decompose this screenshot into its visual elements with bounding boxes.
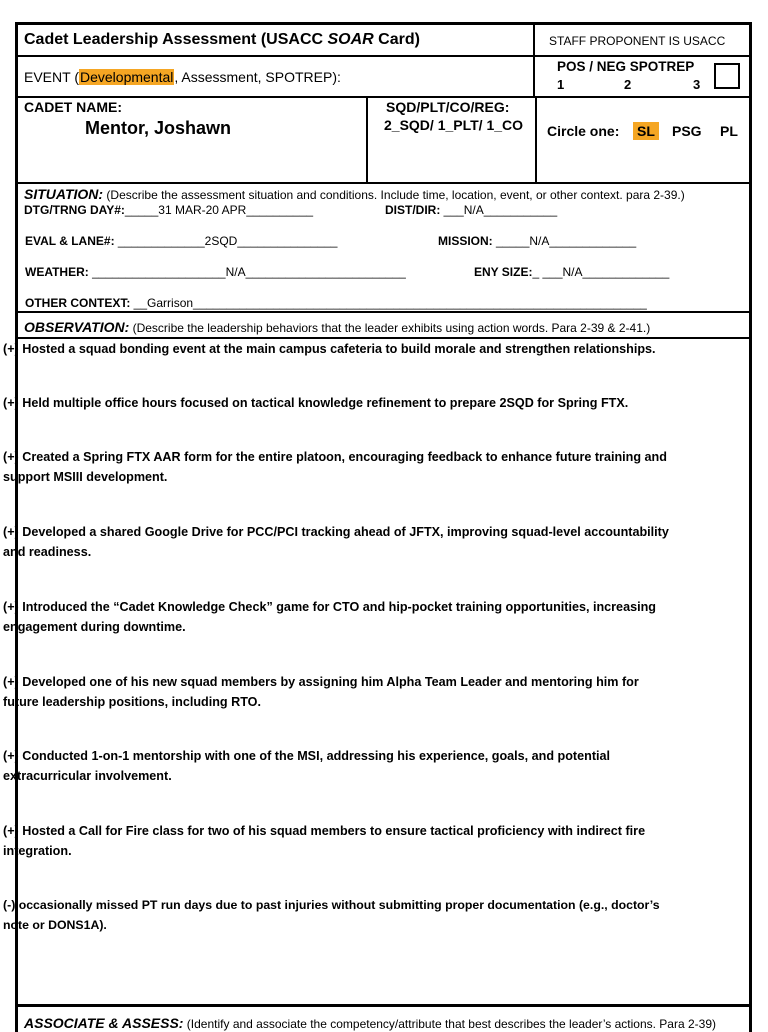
cadet-name-value: Mentor, Joshawn [85,118,232,138]
associate-assess-header [24,1015,716,1031]
observation-item [3,672,761,712]
other-context-value[interactable]: __Garrison____________________________________________________________________ [130,296,647,310]
dist-value[interactable]: ___N/A___________ [440,203,558,217]
form-title-prefix: Cadet Leadership Assessment (USACC [24,31,328,48]
form-title-soar: SOAR [327,31,374,48]
position-sl[interactable]: SL [633,122,659,140]
spotrep-label: POS / NEG SPOTREP [557,59,695,74]
observation-line: (+) Introduced the “Cadet Knowledge Check” game for CTO and hip-pocket training opportunities, increasing [3,600,656,614]
associate-assess-heading: ASSOCIATE & ASSESS: [24,1015,184,1031]
unit-value: 2_SQD/ 1_PLT/ 1_CO [384,117,524,133]
observation-heading: OBSERVATION: [24,319,130,335]
observation-line: (+) Developed a shared Google Drive for PCC/PCI tracking ahead of JFTX, improving squad-level accountability [3,525,669,539]
spotrep-num-1: 1 [557,77,565,92]
observation-line: integration. [3,844,72,858]
associate-assess-instructions: (Identify and associate the competency/attribute that best describes the leader’s actions. Para 2-39) [183,1017,716,1031]
circle-one-label: Circle one: [547,123,620,139]
unit-cell [368,98,537,182]
dtg-value[interactable]: _____31 MAR-20 APR__________ [124,203,314,217]
mission-value[interactable]: _____N/A_____________ [492,234,637,248]
observation-line: engagement during downtime. [3,620,186,634]
eny-size-row [474,265,669,279]
position-psg[interactable]: PSG [672,123,702,139]
observation-line: future leadership positions, including RTO. [3,695,261,709]
situation-section [18,184,749,313]
observation-item [3,339,761,359]
observation-item [3,597,761,637]
spotrep-cell [535,57,749,96]
observation-line: extracurricular involvement. [3,769,172,783]
cadet-name-cell [18,98,368,182]
observation-item [3,895,761,935]
form-title-suffix: Card) [373,31,420,48]
observation-item [3,522,761,562]
event-label-suffix: , Assessment, SPOTREP): [174,69,341,85]
situation-header [24,186,685,202]
spotrep-num-3: 3 [693,77,701,92]
observation-line: (+) Hosted a Call for Fire class for two of his squad members to ensure tactical proficiency with indirect fire [3,824,646,838]
soar-card-form [3,22,752,1032]
event-label-prefix: EVENT ( [24,69,79,85]
mission-row [438,234,636,248]
other-context-row [25,296,647,310]
eny-size-value[interactable]: _ ___N/A_____________ [532,265,670,279]
weather-value[interactable]: ____________________N/A________________________ [88,265,406,279]
observation-line: (+) Created a Spring FTX AAR form for the entire platoon, encouraging feedback to enhance future training and [3,450,667,464]
observation-line: note or DONS1A). [3,918,107,932]
observation-item [3,821,761,861]
situation-heading: SITUATION: [24,186,104,202]
situation-instructions: (Describe the assessment situation and conditions. Include time, location, event, or other context. para 2-39.) [103,188,685,202]
mission-label: MISSION: [438,234,493,248]
event-cell [18,57,535,96]
eval-label: EVAL & LANE#: [25,234,115,248]
observation-header [24,319,650,335]
eval-value[interactable]: _____________2SQD_______________ [114,234,338,248]
spotrep-num-2: 2 [624,77,632,92]
observation-line: (+) Conducted 1-on-1 mentorship with one of the MSI, addressing his experience, goals, and potential [3,749,611,763]
dist-label: DIST/DIR: [385,203,441,217]
weather-label: WEATHER: [25,265,89,279]
cadet-name-label: CADET NAME: [24,99,122,115]
weather-row [25,265,406,279]
header-row [18,25,749,57]
dist-row [385,203,557,217]
eny-size-label: ENY SIZE: [474,265,533,279]
event-row [18,57,749,98]
observation-instructions: (Describe the leadership behaviors that the leader exhibits using action words. Para 2-39 & 2-41.) [129,321,651,335]
observation-header-row [18,313,749,339]
cadet-row [18,98,749,184]
observation-item [3,393,761,413]
observation-line: (+) Held multiple office hours focused on tactical knowledge refinement to prepare 2SQD for Spring FTX. [3,396,629,410]
position-pl[interactable]: PL [720,123,738,139]
proponent-cell [535,25,749,55]
title-cell [18,25,535,55]
other-context-label: OTHER CONTEXT: [25,296,131,310]
dtg-label: DTG/TRNG DAY#: [24,203,125,217]
observation-item [3,746,761,786]
staff-proponent: STAFF PROPONENT IS USACC [549,34,726,48]
event-selected-developmental: Developmental [79,69,174,85]
observation-body[interactable] [3,339,749,1007]
dtg-row [24,203,313,217]
spotrep-checkbox[interactable] [714,63,740,89]
unit-label: SQD/PLT/CO/REG: [386,99,510,115]
observation-line: (+) Developed one of his new squad members by assigning him Alpha Team Leader and mentoring him for [3,675,639,689]
observation-line: support MSIII development. [3,470,168,484]
observation-line: (-) occasionally missed PT run days due to past injuries without submitting proper documentation (e.g., doctor’s [3,898,660,912]
eval-row [25,234,337,248]
observation-line: and readiness. [3,545,92,559]
observation-item [3,447,761,487]
position-cell [537,98,749,182]
observation-line: (+) Hosted a squad bonding event at the main campus cafeteria to build morale and strengthen relationships. [3,342,656,356]
